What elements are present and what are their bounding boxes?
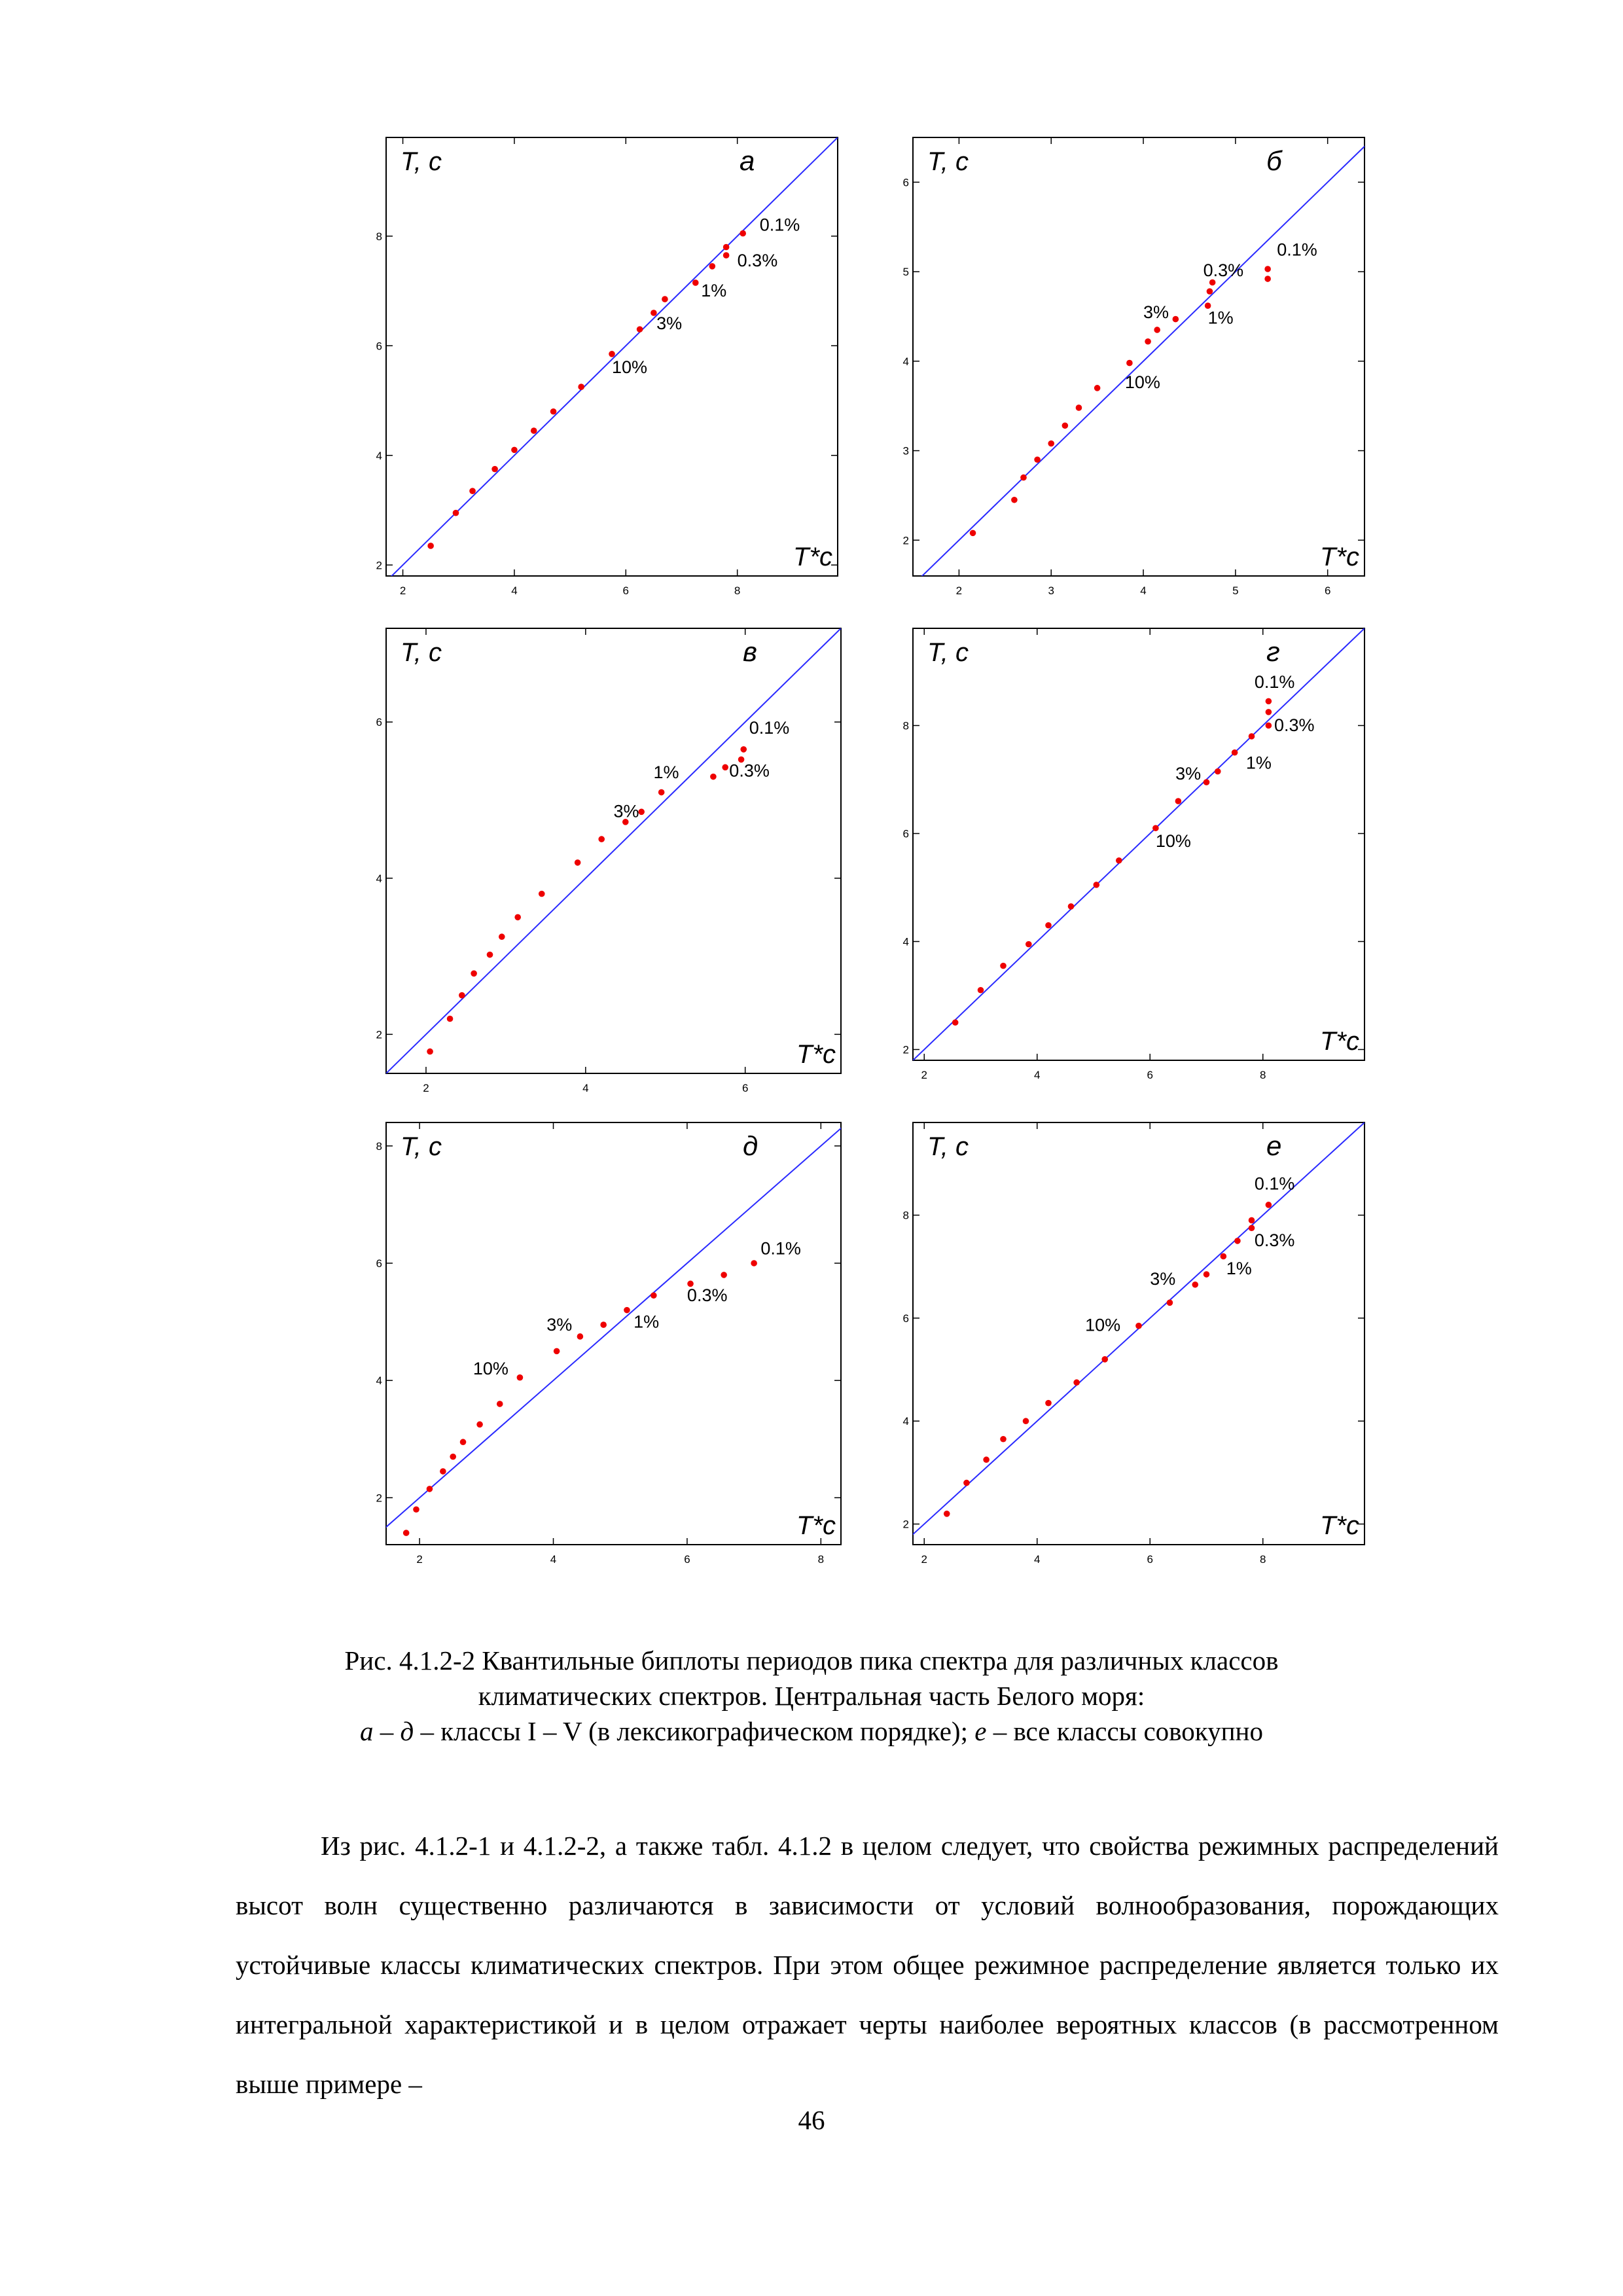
plot-v [373,628,854,1100]
x-tick-label: 8 [1260,1553,1266,1566]
y-axis-label: T, c [927,147,969,176]
data-point [450,1454,456,1460]
data-point [476,1422,483,1428]
y-tick-label: 6 [376,1257,382,1270]
x-axis-label: T*c [793,543,832,571]
data-point [1167,1300,1173,1306]
x-axis-label: T*c [1320,1027,1359,1056]
y-axis-label: T, c [927,1132,969,1161]
x-tick-label: 4 [511,584,518,597]
data-point [403,1530,410,1536]
panel-label: в [743,636,757,667]
data-point [723,252,730,259]
data-point [531,427,537,434]
quantile-label: 3% [1150,1268,1176,1289]
data-point [1266,723,1272,729]
data-point [460,1439,467,1445]
y-tick-label: 6 [902,176,909,189]
data-point [499,933,505,940]
y-tick-label: 2 [902,534,909,547]
data-point [1145,338,1151,345]
data-point [554,1348,560,1355]
data-point [1234,1238,1241,1244]
data-point [651,1292,657,1299]
data-point [662,296,668,302]
data-point [1126,360,1133,367]
data-point [1209,279,1216,286]
quantile-label: 10% [1085,1315,1121,1335]
data-point [1135,1323,1142,1329]
quantile-label: 0.3% [1274,715,1315,735]
x-tick-label: 4 [1034,1553,1041,1566]
x-axis-label: T*c [1320,1511,1359,1540]
data-point [471,970,477,977]
data-point [487,952,493,958]
y-tick-label: 8 [902,719,909,732]
x-tick-label: 5 [1232,584,1239,597]
y-tick-label: 2 [902,1043,909,1056]
x-tick-label: 8 [734,584,741,597]
quantile-label: 3% [656,314,683,334]
x-tick-label: 2 [423,1082,429,1094]
y-tick-label: 5 [902,266,909,279]
data-point [1000,1436,1007,1443]
data-point [740,230,746,237]
quantile-label: 0.1% [1254,672,1295,692]
data-point [1204,1271,1210,1278]
data-point [1266,709,1272,715]
y-axis-label: T, c [401,147,442,176]
panel-label: б [1266,145,1282,176]
x-tick-label: 6 [1324,584,1331,597]
data-point [1062,422,1069,429]
data-point [1264,266,1271,272]
quantile-label: 0.1% [1277,240,1317,260]
data-point [963,1480,970,1486]
data-point [1154,327,1160,333]
plot-d [373,1122,854,1571]
quantile-label: 10% [1124,372,1160,392]
x-tick-label: 4 [1140,584,1147,597]
data-point [710,774,717,780]
data-point [1204,779,1210,785]
x-tick-label: 2 [921,1553,927,1566]
data-point [459,992,465,999]
data-point [609,351,615,357]
plot-svg [900,628,1378,1086]
data-point [709,263,716,270]
quantile-label: 0.3% [687,1285,728,1306]
x-tick-label: 6 [1147,1553,1153,1566]
y-tick-label: 8 [376,1139,382,1153]
plot-frame [386,1122,841,1545]
x-tick-label: 6 [622,584,630,597]
quantile-label: 10% [612,357,648,378]
y-tick-label: 2 [902,1518,909,1531]
data-point [427,1486,433,1492]
quantile-label: 10% [473,1359,508,1379]
y-tick-label: 2 [376,559,382,572]
data-point [1266,1202,1272,1208]
quantile-label: 0.3% [737,250,778,270]
caption-dash: – [373,1716,401,1746]
y-tick-label: 4 [376,872,382,885]
panel-label: д [743,1130,758,1161]
x-axis-label: T*c [796,1511,836,1540]
y-tick-label: 2 [376,1492,382,1505]
x-tick-label: 6 [1147,1069,1153,1081]
quantile-label: 1% [653,762,679,783]
plot-svg [373,628,854,1100]
y-axis-label: T, c [401,638,442,667]
x-tick-label: 2 [955,584,963,597]
caption-end: – все классы совокупно [986,1716,1263,1746]
plot-g [900,628,1378,1086]
caption-line-3 [196,1713,1427,1749]
plot-frame [913,1122,1364,1545]
quantile-label: 0.3% [729,761,770,781]
x-tick-label: 8 [1260,1069,1266,1081]
y-tick-label: 4 [902,935,909,948]
x-tick-label: 2 [416,1553,423,1566]
x-tick-label: 6 [741,1082,749,1094]
data-point [637,326,643,332]
data-point [944,1511,950,1517]
x-tick-label: 4 [582,1082,589,1094]
data-point [517,1374,524,1381]
x-axis-label: T*c [796,1040,836,1069]
data-point [721,1272,727,1278]
data-point [952,1019,959,1026]
plot-svg [373,137,851,602]
y-tick-label: 4 [376,1374,382,1388]
data-point [1094,882,1100,888]
y-tick-label: 8 [902,1209,909,1222]
y-tick-label: 6 [902,827,909,840]
data-point [1101,1356,1108,1363]
data-point [692,279,699,286]
y-axis-label: T, c [927,638,969,667]
data-point [1232,749,1238,756]
data-point [1173,316,1179,323]
quantile-label: 0.3% [1203,260,1244,280]
x-tick-label: 4 [1034,1069,1041,1081]
data-point [1000,963,1007,969]
data-point [577,1333,584,1340]
data-point [1175,798,1182,804]
data-point [970,530,976,537]
figure-caption [196,1643,1427,1749]
x-tick-label: 2 [921,1069,927,1081]
data-point [1192,1282,1198,1288]
data-point [1026,941,1032,948]
x-tick-label: 8 [817,1553,825,1566]
quantile-label: 10% [1155,831,1191,852]
data-point [1048,440,1054,447]
quantile-label: 3% [613,801,639,821]
quantile-label: 0.3% [1254,1230,1295,1250]
x-tick-label: 4 [550,1553,557,1566]
panel-label: г [1266,636,1280,667]
data-point [1073,1379,1080,1386]
data-point [539,891,545,897]
data-point [1207,288,1213,295]
data-point [514,914,521,921]
data-point [1020,475,1027,481]
plot-svg [900,137,1378,602]
quantile-label: 1% [701,280,727,300]
data-point [447,1016,454,1022]
data-point [1045,1400,1052,1407]
data-point [1266,698,1272,705]
y-tick-label: 4 [376,449,382,462]
quantile-label: 3% [1143,302,1169,323]
data-point [469,488,476,494]
caption-e: е [974,1716,987,1746]
data-point [658,789,665,796]
data-point [1094,385,1101,391]
data-point [497,1401,503,1407]
y-tick-label: 4 [902,355,909,368]
caption-a: а [360,1716,374,1746]
data-point [1249,733,1255,740]
data-point [598,836,605,842]
data-point [1068,903,1075,910]
quantile-label: 0.1% [760,1238,801,1259]
data-point [575,859,581,866]
quantile-label: 0.1% [1254,1174,1295,1194]
quantile-label: 3% [546,1315,573,1335]
y-tick-label: 4 [902,1415,909,1428]
data-point [1076,404,1082,411]
plot-a [373,137,851,602]
data-point [1249,1217,1255,1224]
y-tick-label: 6 [376,716,382,729]
reference-line [913,628,1364,1060]
data-point [722,764,728,771]
data-point [550,408,557,415]
reference-line [366,1122,847,1545]
data-point [624,1307,630,1314]
x-axis-label: T*c [1320,543,1359,571]
y-tick-label: 2 [376,1028,382,1041]
plot-b [900,137,1378,602]
plot-svg [900,1122,1378,1571]
quantile-label: 1% [1226,1259,1252,1279]
caption-mid: – классы I – V (в лексикографическом порядке); [414,1716,975,1746]
caption-line-2: климатических спектров. Центральная часть Белого моря: [478,1681,1145,1711]
data-point [638,809,645,816]
body-paragraph: Из рис. 4.1.2-1 и 4.1.2-2, а также табл. 4.1.2 в целом следует, что свойства режимных распределений высот волн существенно различаются в зависимости от условий волнообразования, порождающих устойчивые классы климатических спектров. При этом общее режимное распределение является только их интегральной характеристикой и в целом отражает черты наиболее вероятных классов (в рассмотренном выше примере – [236,1831,1499,2099]
reference-line [913,137,1374,585]
reference-line [902,1122,1364,1545]
data-point [1215,768,1221,775]
data-point [1264,276,1271,282]
quantile-label: 1% [633,1312,660,1332]
data-point [1034,456,1041,463]
data-point [1045,922,1052,929]
data-point [740,746,747,753]
data-point [453,510,459,516]
quantile-label: 3% [1175,764,1202,783]
panel-label: а [740,145,755,176]
caption-d: д [400,1716,414,1746]
data-point [427,543,434,549]
data-point [578,384,584,390]
quantile-label: 0.1% [759,215,800,235]
data-point [440,1468,446,1475]
plot-e [900,1122,1378,1571]
quantile-label: 0.1% [749,718,790,738]
y-tick-label: 8 [376,230,382,243]
quantile-label: 1% [1207,308,1234,328]
data-point [751,1260,757,1266]
x-tick-label: 2 [399,584,406,597]
y-axis-label: T, c [401,1132,442,1161]
y-tick-label: 6 [376,340,382,353]
x-tick-label: 6 [684,1553,690,1566]
plot-svg [373,1122,854,1571]
data-point [427,1049,433,1055]
data-point [413,1506,419,1513]
data-point [491,466,498,473]
data-point [1011,497,1018,503]
panel-label: е [1266,1130,1282,1161]
data-point [983,1456,990,1463]
y-tick-label: 6 [902,1312,909,1325]
plot-frame [913,137,1364,576]
data-point [1152,825,1159,831]
y-tick-label: 3 [902,444,909,457]
data-point [511,447,518,454]
caption-line-1: Рис. 4.1.2-2 Квантильные биплоты периодов пика спектра для различных классов [344,1645,1279,1676]
body-text [236,1816,1499,2114]
data-point [1023,1418,1029,1424]
x-tick-label: 3 [1048,584,1054,597]
data-point [600,1321,607,1328]
quantile-label: 1% [1245,753,1272,773]
data-point [1116,857,1122,864]
data-point [723,244,730,251]
data-point [978,987,984,994]
reference-line [386,628,841,1073]
page-number: 46 [798,2105,825,2135]
